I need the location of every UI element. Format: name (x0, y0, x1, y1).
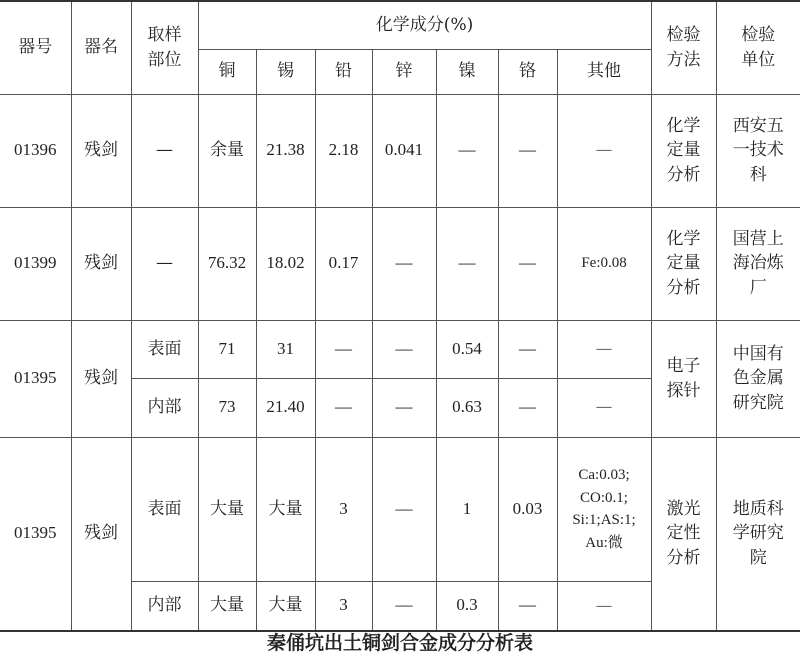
header-pb: 铅 (315, 49, 372, 94)
cell-name: 残剑 (71, 320, 131, 437)
cell-pb: 3 (315, 581, 372, 631)
cell-id: 01396 (0, 94, 71, 207)
table-row (0, 94, 800, 207)
cell-id: 01395 (0, 437, 71, 631)
cell-cu: 73 (198, 378, 256, 437)
cell-sn: 大量 (256, 437, 315, 581)
cell-id: 01399 (0, 207, 71, 320)
cell-cu: 76.32 (198, 207, 256, 320)
header-unit: 检验 单位 (716, 1, 800, 94)
header-method: 检验 方法 (651, 1, 716, 94)
cell-method: 化学 定量 分析 (651, 207, 716, 320)
cell-zn: — (372, 437, 436, 581)
cell-zn: — (372, 581, 436, 631)
cell-pb: 3 (315, 437, 372, 581)
cell-other: — (557, 320, 651, 378)
table-row (0, 207, 800, 320)
cell-cu: 余量 (198, 94, 256, 207)
cell-ni: — (436, 207, 498, 320)
cell-location: 内部 (131, 378, 198, 437)
cell-other: Fe:0.08 (557, 207, 651, 320)
cell-location: — (131, 207, 198, 320)
cell-ni: 0.54 (436, 320, 498, 378)
header-other: 其他 (557, 49, 651, 94)
cell-cr: — (498, 207, 557, 320)
cell-cu: 71 (198, 320, 256, 378)
header-cu: 铜 (198, 49, 256, 94)
cell-ni: 0.63 (436, 378, 498, 437)
cell-cr: — (498, 320, 557, 378)
cell-name: 残剑 (71, 207, 131, 320)
cell-id: 01395 (0, 320, 71, 437)
cell-ni: 1 (436, 437, 498, 581)
cell-cr: — (498, 378, 557, 437)
cell-cr: 0.03 (498, 437, 557, 581)
cell-location: — (131, 94, 198, 207)
cell-cr: — (498, 94, 557, 207)
header-composition: 化学成分(%) (198, 1, 651, 49)
cell-location: 内部 (131, 581, 198, 631)
table-row (0, 320, 800, 378)
cell-location: 表面 (131, 437, 198, 581)
cell-cu: 大量 (198, 437, 256, 581)
cell-method: 激光 定性 分析 (651, 437, 716, 631)
cell-pb: — (315, 378, 372, 437)
header-ni: 镍 (436, 49, 498, 94)
cell-cu: 大量 (198, 581, 256, 631)
table-row (0, 437, 800, 581)
cell-ni: 0.3 (436, 581, 498, 631)
cell-unit: 西安五 一技术 科 (716, 94, 800, 207)
cell-sn: 18.02 (256, 207, 315, 320)
cell-method: 化学 定量 分析 (651, 94, 716, 207)
header-sn: 锡 (256, 49, 315, 94)
cell-sn: 31 (256, 320, 315, 378)
cell-unit: 国营上 海冶炼 厂 (716, 207, 800, 320)
cell-sn: 21.40 (256, 378, 315, 437)
cell-pb: 2.18 (315, 94, 372, 207)
cell-pb: 0.17 (315, 207, 372, 320)
cell-sn: 大量 (256, 581, 315, 631)
cell-zn: — (372, 207, 436, 320)
cell-other: — (557, 378, 651, 437)
cell-name: 残剑 (71, 94, 131, 207)
cell-zn: — (372, 320, 436, 378)
header-id: 器号 (0, 1, 71, 94)
cell-other: — (557, 94, 651, 207)
table-caption: 秦俑坑出土铜剑合金成分分析表 (266, 632, 533, 654)
header-zn: 锌 (372, 49, 436, 94)
header-name: 器名 (71, 1, 131, 94)
header-cr: 铬 (498, 49, 557, 94)
cell-pb: — (315, 320, 372, 378)
cell-sn: 21.38 (256, 94, 315, 207)
cell-unit: 地质科 学研究 院 (716, 437, 800, 631)
cell-other: — (557, 581, 651, 631)
cell-other: Ca:0.03; CO:0.1; Si:1;AS:1; Au:微 (557, 437, 651, 581)
cell-name: 残剑 (71, 437, 131, 631)
cell-zn: — (372, 378, 436, 437)
header-location: 取样 部位 (131, 1, 198, 94)
cell-cr: — (498, 581, 557, 631)
cell-location: 表面 (131, 320, 198, 378)
cell-ni: — (436, 94, 498, 207)
cell-unit: 中国有 色金属 研究院 (716, 320, 800, 437)
cell-method: 电子 探针 (651, 320, 716, 437)
cell-zn: 0.041 (372, 94, 436, 207)
